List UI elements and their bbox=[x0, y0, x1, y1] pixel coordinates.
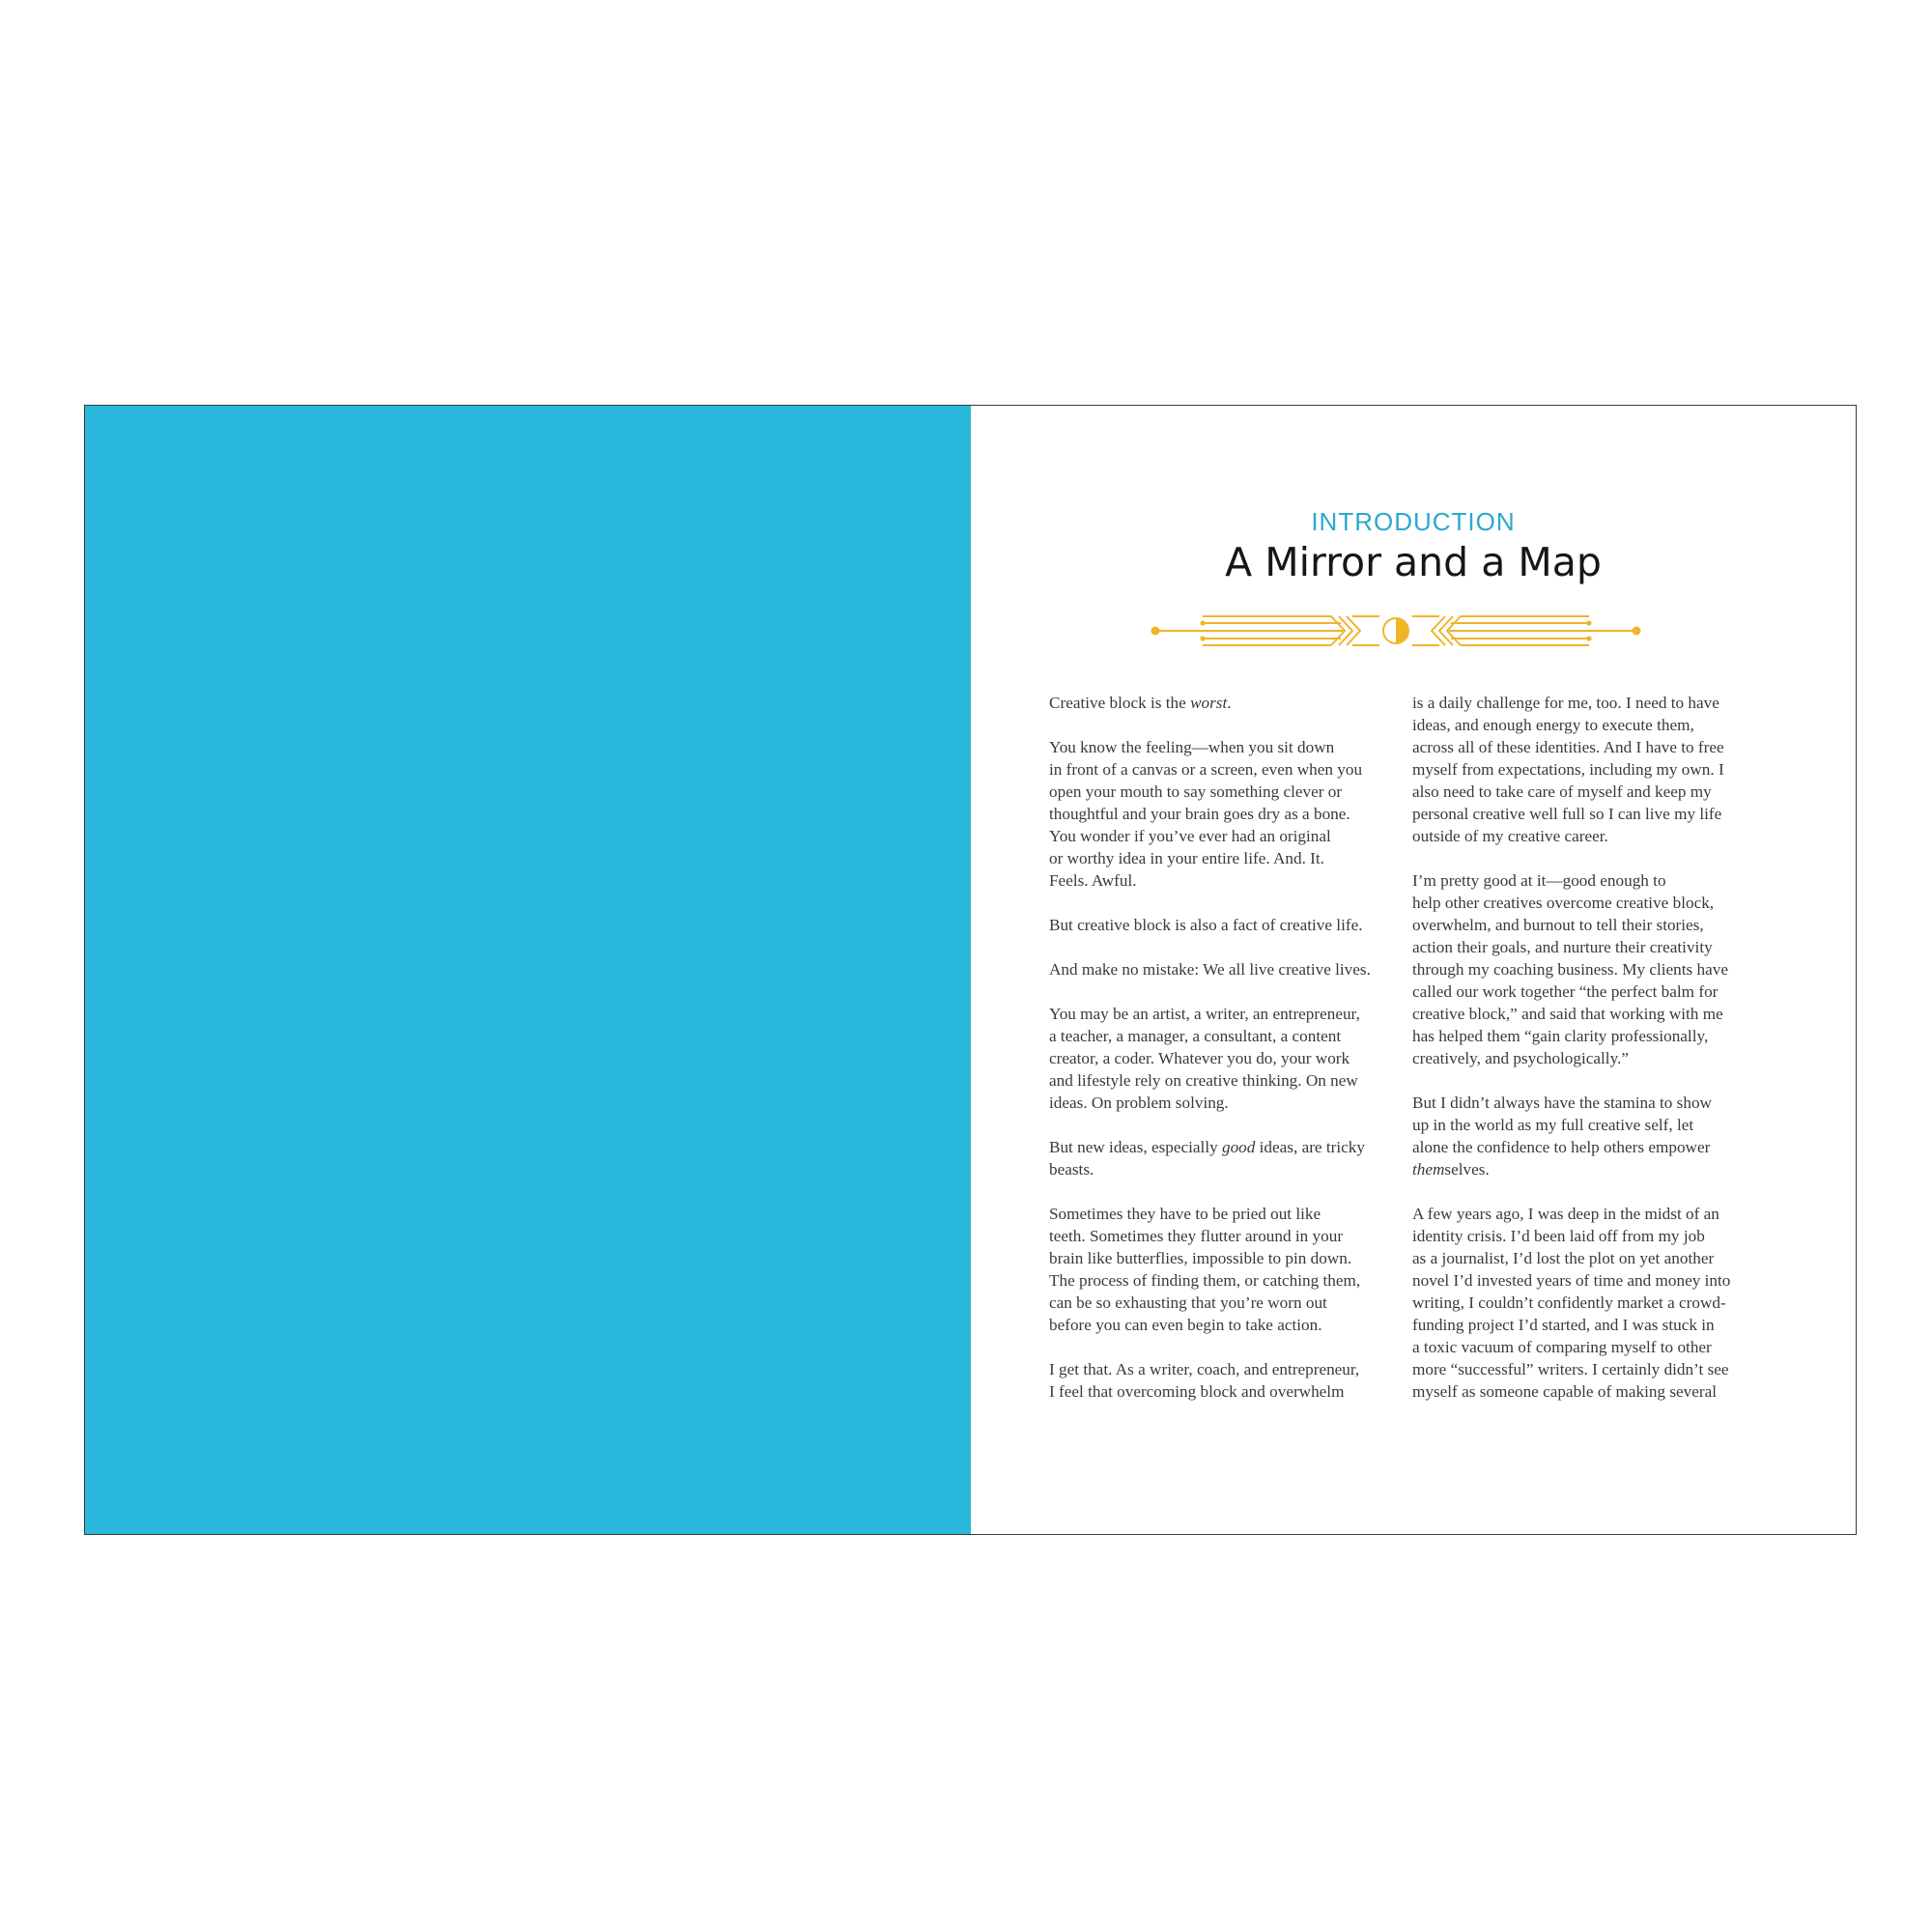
left-page-color-block bbox=[85, 406, 971, 1534]
book-spread bbox=[84, 405, 1857, 1535]
chapter-kicker: INTRODUCTION bbox=[1311, 507, 1516, 536]
paragraph-text: ideas, are tricky beasts. bbox=[1049, 1138, 1365, 1179]
paragraph-text: selves. bbox=[1444, 1160, 1490, 1179]
art-deco-divider-icon bbox=[1150, 611, 1642, 650]
body-paragraph bbox=[1412, 692, 1755, 847]
paragraph-text: is a daily challenge for me, too. I need to have ideas, and enough energy to execute them, across all of these identities. And I have to free myself from expectations, including my own. I also need to take care of myself and keep my personal creative well full so I can live my life outside of my creative career. bbox=[1412, 694, 1724, 845]
paragraph-text: But creative block is also a fact of creative life. bbox=[1049, 916, 1363, 934]
body-column-right bbox=[1412, 692, 1755, 1425]
emphasis-text: good bbox=[1221, 1138, 1256, 1156]
paragraph-text: Creative block is the bbox=[1049, 694, 1191, 712]
paragraph-text: A few years ago, I was deep in the midst of an identity crisis. I’d been laid off from my job as a journalist, I’d lost the plot on yet another novel I’d invested years of time and money into writing, I couldn’t confidently market a crowd- funding project I’d started, and I was stuck in a toxic vacuum of comparing myself to other more “successful” writers. I certainly didn’t see myself as someone capable of making several bbox=[1412, 1205, 1731, 1401]
body-paragraph bbox=[1049, 914, 1392, 936]
chapter-title: A Mirror and a Map bbox=[1225, 539, 1602, 585]
paragraph-text: But I didn’t always have the stamina to show up in the world as my full creative self, let alone the confidence to help others empower bbox=[1412, 1094, 1712, 1156]
paragraph-text: And make no mistake: We all live creative lives. bbox=[1049, 960, 1371, 979]
body-paragraph bbox=[1049, 736, 1392, 892]
body-paragraph bbox=[1412, 1203, 1755, 1403]
paragraph-text: But new ideas, especially bbox=[1049, 1138, 1222, 1156]
body-paragraph bbox=[1412, 1092, 1755, 1180]
right-page bbox=[971, 406, 1856, 1534]
paragraph-text: I’m pretty good at it—good enough to help other creatives overcome creative block, overwhelm, and burnout to tell their stories, action their goals, and nurture their creativity through my coaching business. My clients have called our work together “the perfect balm for creative block,” and said that working with me has helped them “gain clarity professionally, creatively, and psychologically.” bbox=[1412, 871, 1728, 1067]
emphasis-text: them bbox=[1412, 1160, 1445, 1179]
body-paragraph bbox=[1049, 692, 1392, 714]
body-paragraph bbox=[1049, 1203, 1392, 1336]
body-paragraph bbox=[1412, 869, 1755, 1069]
body-paragraph bbox=[1049, 1003, 1392, 1114]
paragraph-text: . bbox=[1227, 694, 1232, 712]
body-paragraph bbox=[1049, 1136, 1392, 1180]
body-column-left bbox=[1049, 692, 1392, 1425]
paragraph-text: I get that. As a writer, coach, and entrepreneur, I feel that overcoming block and overwhelm bbox=[1049, 1360, 1360, 1401]
paragraph-text: You know the feeling—when you sit down in front of a canvas or a screen, even when you open your mouth to say something clever or thoughtful and your brain goes dry as a bone. You wonder if you’ve ever had an original or worthy idea in your entire life. And. It. Feels. Awful. bbox=[1049, 738, 1363, 890]
body-paragraph bbox=[1049, 1358, 1392, 1403]
emphasis-text: worst bbox=[1190, 694, 1228, 712]
body-paragraph bbox=[1049, 958, 1392, 980]
paragraph-text: Sometimes they have to be pried out like teeth. Sometimes they flutter around in your brain like butterflies, impossible to pin down. The process of finding them, or catching them, can be so exhausting that you’re worn out before you can even begin to take action. bbox=[1049, 1205, 1361, 1334]
paragraph-text: You may be an artist, a writer, an entrepreneur, a teacher, a manager, a consultant, a content creator, a coder. Whatever you do, your work and lifestyle rely on creative thinking. On new ideas. On problem solving. bbox=[1049, 1005, 1360, 1112]
